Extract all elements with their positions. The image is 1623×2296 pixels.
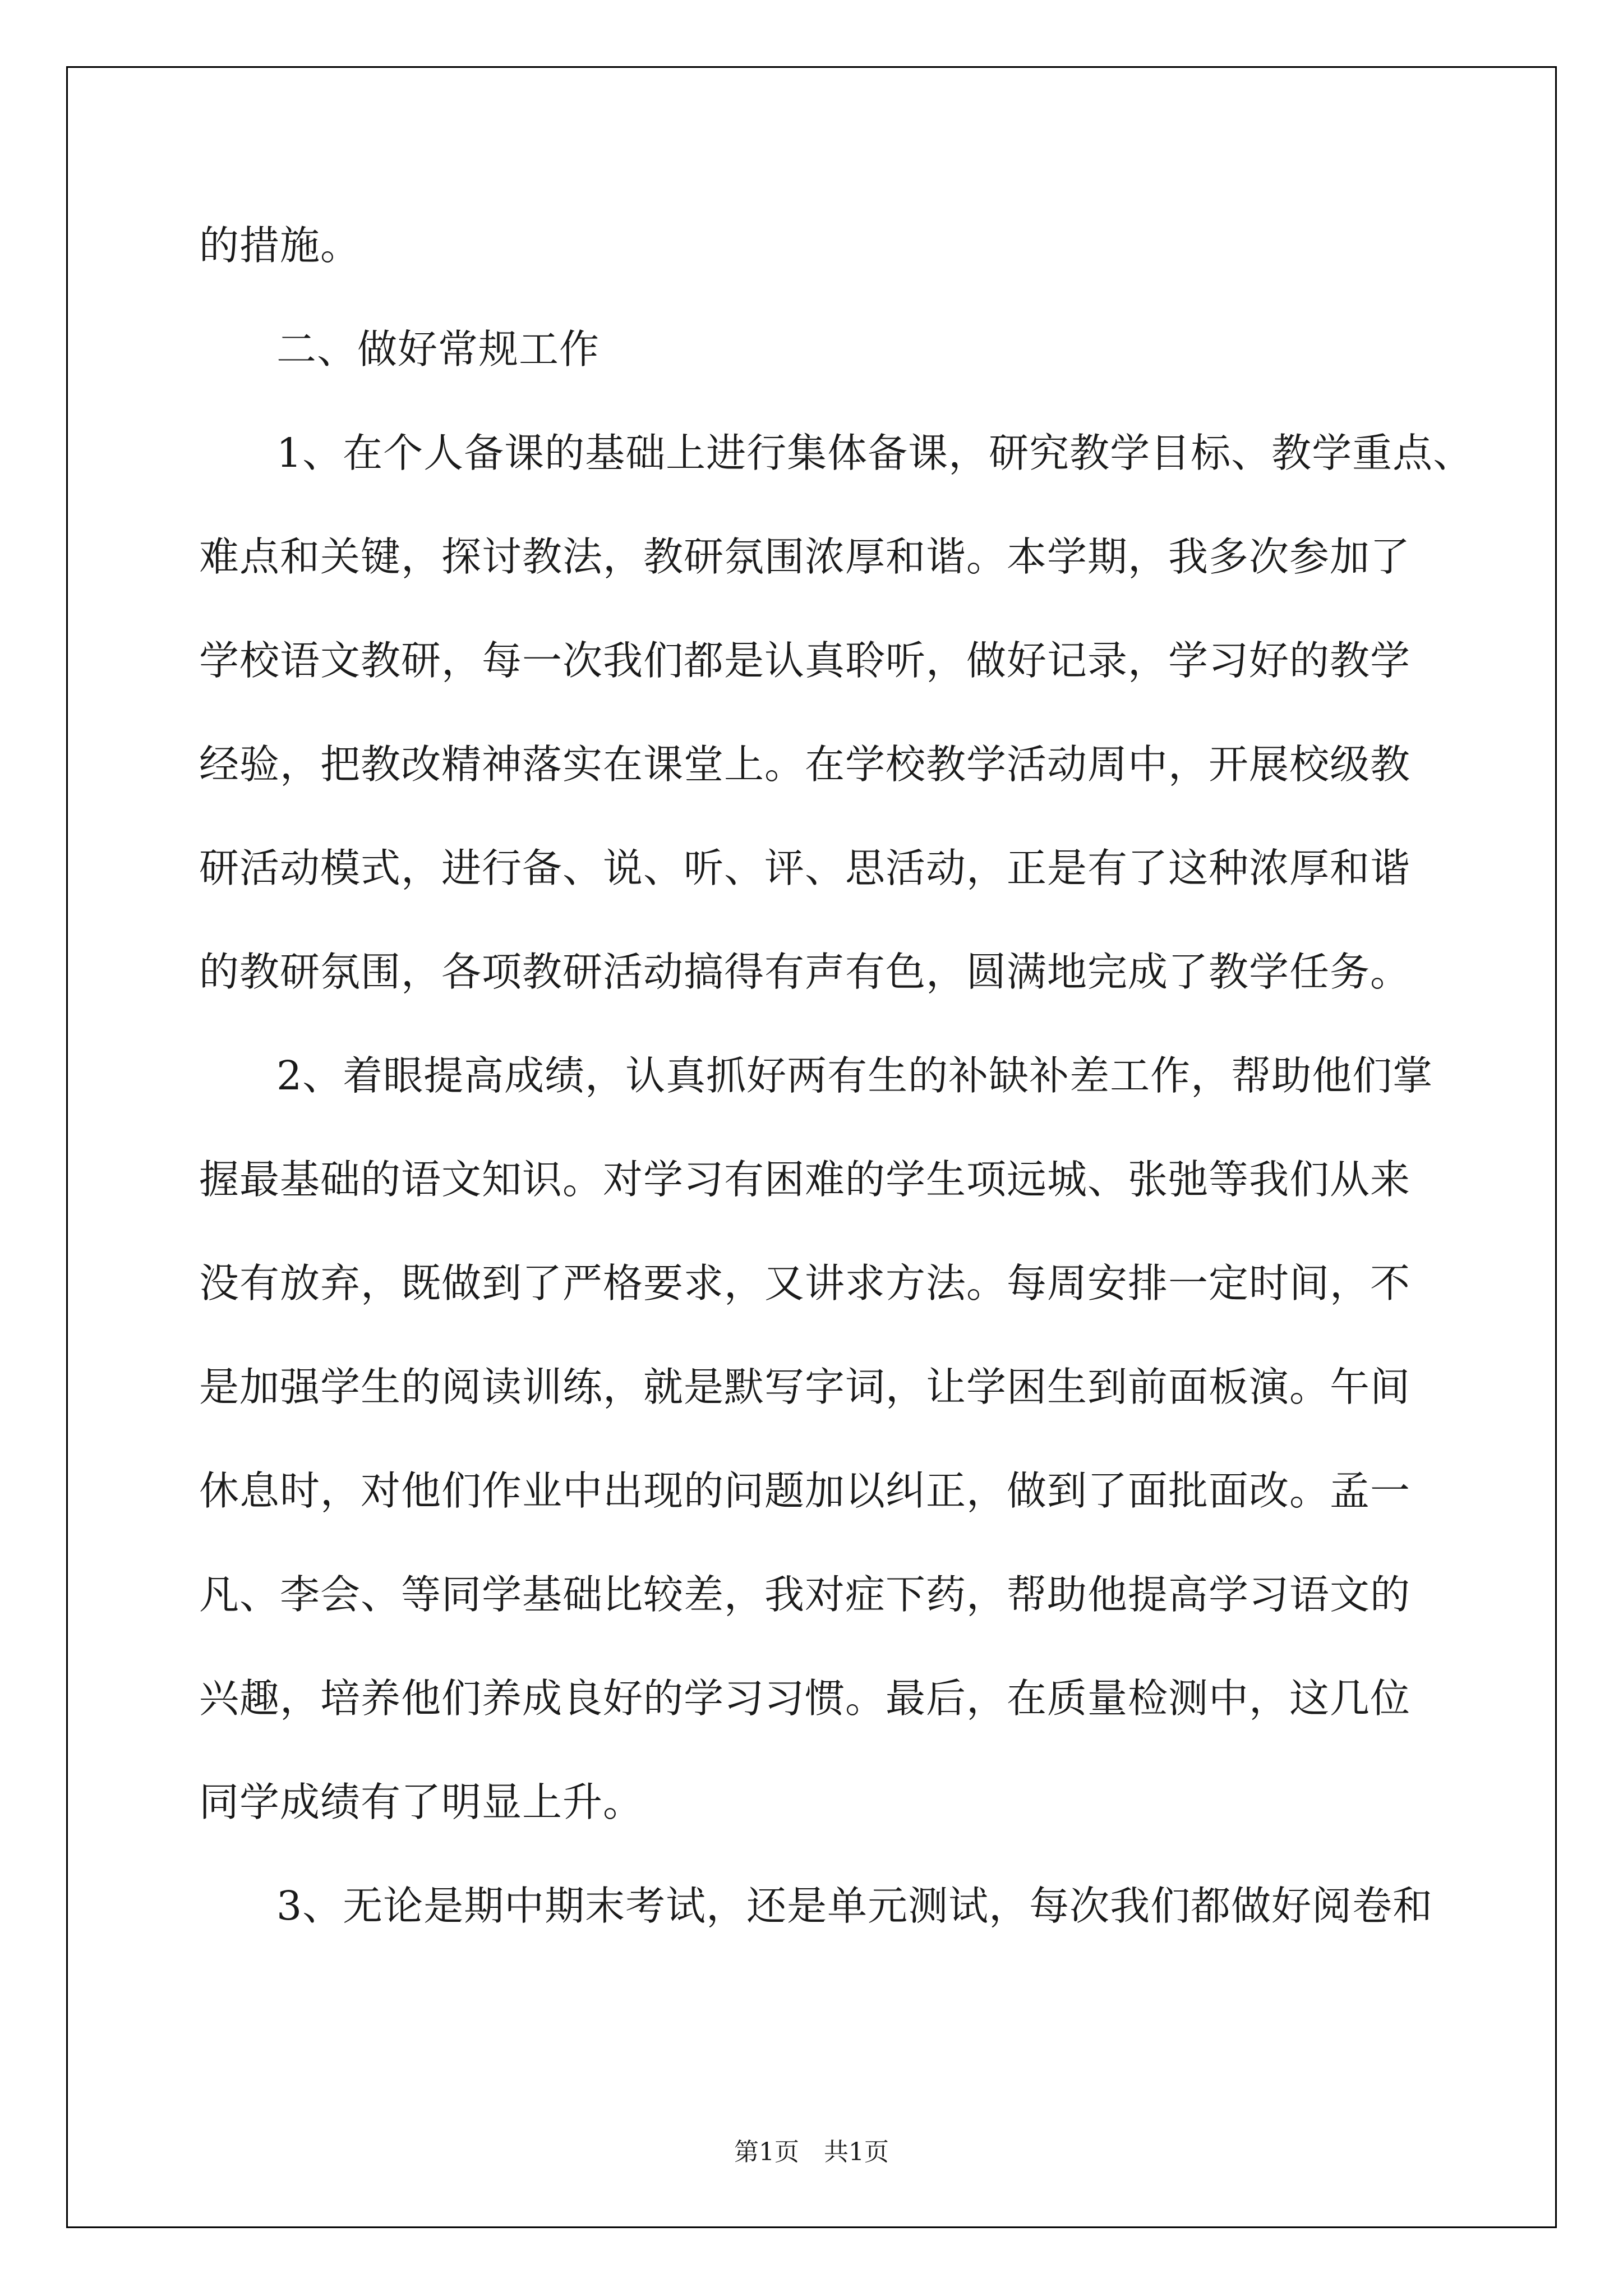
text-line: 学校语文教研，每一次我们都是认真聆听，做好记录，学习好的教学 (199, 637, 1411, 684)
text-line: 是加强学生的阅读训练，就是默写字词，让学困生到前面板演。午间 (199, 1364, 1411, 1410)
text-line: 的措施。 (199, 222, 361, 269)
text-line: 难点和关键，探讨教法，教研氛围浓厚和谐。本学期，我多次参加了 (199, 533, 1411, 580)
text-line: 兴趣，培养他们养成良好的学习习惯。最后，在质量检测中，这几位 (199, 1675, 1411, 1722)
text-line: 研活动模式，进行备、说、听、评、思活动，正是有了这种浓厚和谐 (199, 845, 1411, 891)
text-line: 经验，把教改精神落实在课堂上。在学校教学活动周中，开展校级教 (199, 741, 1411, 788)
text-line: 凡、李会、等同学基础比较差，我对症下药，帮助他提高学习语文的 (199, 1571, 1411, 1618)
text-line: 休息时，对他们作业中出现的问题加以纠正，做到了面批面改。孟一 (199, 1467, 1411, 1514)
text-line: 没有放弃，既做到了严格要求，又讲求方法。每周安排一定时间，不 (199, 1260, 1411, 1306)
text-line: 握最基础的语文知识。对学习有困难的学生项远城、张弛等我们从来 (199, 1156, 1411, 1203)
text-line: 3、无论是期中期末考试，还是单元测试，每次我们都做好阅卷和 (276, 1883, 1433, 1929)
section-heading: 二、做好常规工作 (276, 326, 600, 372)
text-line: 同学成绩有了明显上升。 (199, 1779, 644, 1825)
text-line: 2、着眼提高成绩，认真抓好两有生的补缺补差工作，帮助他们掌 (276, 1052, 1433, 1099)
page-number-footer: 第1页 共1页 (734, 2138, 889, 2166)
text-line: 的教研氛围，各项教研活动搞得有声有色，圆满地完成了教学任务。 (199, 949, 1411, 995)
text-line: 1、在个人备课的基础上进行集体备课，研究教学目标、教学重点、 (276, 430, 1474, 476)
